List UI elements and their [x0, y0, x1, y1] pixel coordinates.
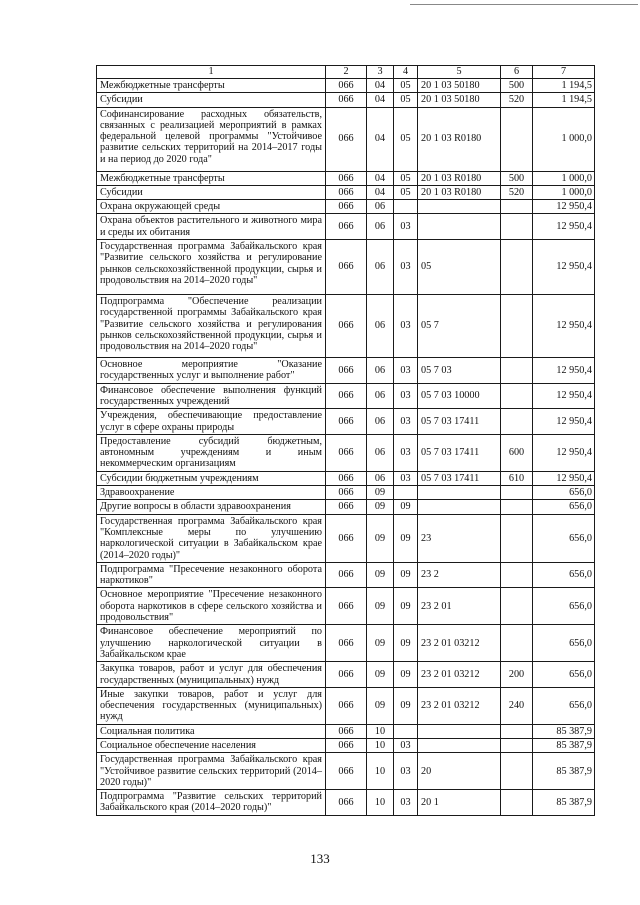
header-row [97, 66, 595, 79]
section-code: 06 [367, 214, 394, 240]
row-name: Государственная программа Забайкальского края "Устойчивое развитие сельских территорий (2014–2020 годы)" [97, 753, 326, 790]
section-code: 09 [367, 500, 394, 514]
table-row [97, 214, 595, 240]
section-code: 09 [367, 562, 394, 588]
page-number: 133 [310, 851, 330, 866]
row-name: Закупка товаров, работ и услуг для обеспечения государственных (муниципальных) нужд [97, 662, 326, 688]
table-row [97, 562, 595, 588]
table-row [97, 471, 595, 485]
expense-type-code [501, 724, 533, 738]
target-article-code: 05 7 03 17411 [418, 434, 501, 471]
subsection-code: 03 [394, 214, 418, 240]
expense-type-code [501, 107, 533, 171]
budget-table [96, 65, 595, 816]
amount-value: 1 194,5 [533, 79, 595, 93]
header-cell: 7 [533, 66, 595, 79]
table-row [97, 753, 595, 790]
expense-type-code [501, 200, 533, 214]
subsection-code: 09 [394, 500, 418, 514]
expense-type-code: 600 [501, 434, 533, 471]
ministry-code: 066 [326, 662, 367, 688]
expense-type-code [501, 240, 533, 295]
table-row [97, 107, 595, 171]
header-cell: 3 [367, 66, 394, 79]
target-article-code: 23 2 01 03212 [418, 662, 501, 688]
table-row [97, 790, 595, 816]
section-code: 09 [367, 687, 394, 724]
target-article-code: 20 1 03 R0180 [418, 107, 501, 171]
subsection-code: 09 [394, 562, 418, 588]
row-name: Подпрограмма "Обеспечение реализации государственной программы Забайкальского края "Развитие сельского хозяйства и регулирования рынков сельскохозяйственной продукции, сырья и продовольствия на 2014–2020 годы" [97, 295, 326, 358]
amount-value: 12 950,4 [533, 434, 595, 471]
amount-value: 1 000,0 [533, 171, 595, 185]
ministry-code: 066 [326, 171, 367, 185]
section-code: 04 [367, 107, 394, 171]
section-code: 10 [367, 724, 394, 738]
header-cell: 6 [501, 66, 533, 79]
target-article-code [418, 200, 501, 214]
expense-type-code [501, 500, 533, 514]
table-row [97, 358, 595, 384]
section-code: 06 [367, 434, 394, 471]
target-article-code [418, 738, 501, 752]
amount-value: 656,0 [533, 562, 595, 588]
row-name: Финансовое обеспечение мероприятий по улучшению наркологической ситуации в Забайкальском крае [97, 625, 326, 662]
ministry-code: 066 [326, 625, 367, 662]
expense-type-code: 200 [501, 662, 533, 688]
row-name: Субсидии бюджетным учреждениям [97, 471, 326, 485]
section-code: 04 [367, 185, 394, 199]
row-name: Финансовое обеспечение выполнения функций государственных учреждений [97, 383, 326, 409]
expense-type-code: 240 [501, 687, 533, 724]
row-name: Охрана окружающей среды [97, 200, 326, 214]
amount-value: 656,0 [533, 486, 595, 500]
subsection-code: 09 [394, 662, 418, 688]
amount-value: 12 950,4 [533, 214, 595, 240]
subsection-code [394, 200, 418, 214]
amount-value: 656,0 [533, 625, 595, 662]
target-article-code: 20 1 03 R0180 [418, 185, 501, 199]
expense-type-code [501, 295, 533, 358]
section-code: 10 [367, 738, 394, 752]
row-name: Софинансирование расходных обязательств, связанных с реализацией мероприятий в рамках федеральной целевой программы "Устойчивое развитие сельских территорий на 2014–2017 годы и на период до 2020 года" [97, 107, 326, 171]
table-row [97, 295, 595, 358]
row-name: Субсидии [97, 93, 326, 107]
table-row [97, 240, 595, 295]
section-code: 09 [367, 588, 394, 625]
amount-value: 12 950,4 [533, 409, 595, 435]
table-row [97, 738, 595, 752]
section-code: 09 [367, 662, 394, 688]
table-row [97, 409, 595, 435]
target-article-code: 20 1 03 R0180 [418, 171, 501, 185]
subsection-code: 03 [394, 383, 418, 409]
amount-value: 656,0 [533, 662, 595, 688]
amount-value: 85 387,9 [533, 724, 595, 738]
subsection-code: 09 [394, 687, 418, 724]
table-row [97, 79, 595, 93]
row-name: Охрана объектов растительного и животного мира и среды их обитания [97, 214, 326, 240]
target-article-code: 20 1 03 50180 [418, 93, 501, 107]
ministry-code: 066 [326, 588, 367, 625]
table-row [97, 185, 595, 199]
target-article-code [418, 500, 501, 514]
ministry-code: 066 [326, 107, 367, 171]
section-code: 09 [367, 625, 394, 662]
table-row [97, 383, 595, 409]
row-name: Учреждения, обеспечивающие предоставление услуг в сфере охраны природы [97, 409, 326, 435]
table-row [97, 500, 595, 514]
ministry-code: 066 [326, 753, 367, 790]
row-name: Социальное обеспечение населения [97, 738, 326, 752]
header-cell: 1 [97, 66, 326, 79]
subsection-code: 03 [394, 434, 418, 471]
ministry-code: 066 [326, 514, 367, 562]
target-article-code: 20 1 03 50180 [418, 79, 501, 93]
row-name: Подпрограмма "Пресечение незаконного оборота наркотиков" [97, 562, 326, 588]
subsection-code: 05 [394, 185, 418, 199]
expense-type-code [501, 486, 533, 500]
header-cell: 5 [418, 66, 501, 79]
amount-value: 656,0 [533, 514, 595, 562]
row-name: Межбюджетные трансферты [97, 171, 326, 185]
amount-value: 1 194,5 [533, 93, 595, 107]
subsection-code: 05 [394, 79, 418, 93]
target-article-code: 20 [418, 753, 501, 790]
target-article-code [418, 724, 501, 738]
section-code: 04 [367, 79, 394, 93]
amount-value: 656,0 [533, 500, 595, 514]
expense-type-code [501, 625, 533, 662]
header-cell: 4 [394, 66, 418, 79]
amount-value: 85 387,9 [533, 753, 595, 790]
table-row [97, 625, 595, 662]
row-name: Основное мероприятие "Пресечение незаконного оборота наркотиков в сфере сельского хозяйства и продовольствия" [97, 588, 326, 625]
section-code: 04 [367, 171, 394, 185]
subsection-code: 05 [394, 171, 418, 185]
ministry-code: 066 [326, 185, 367, 199]
table-row [97, 93, 595, 107]
ministry-code: 066 [326, 738, 367, 752]
amount-value: 656,0 [533, 588, 595, 625]
row-name: Социальная политика [97, 724, 326, 738]
ministry-code: 066 [326, 434, 367, 471]
target-article-code: 23 2 01 03212 [418, 687, 501, 724]
row-name: Субсидии [97, 185, 326, 199]
target-article-code: 05 7 03 10000 [418, 383, 501, 409]
subsection-code: 05 [394, 93, 418, 107]
expense-type-code [501, 753, 533, 790]
table-row [97, 171, 595, 185]
amount-value: 85 387,9 [533, 790, 595, 816]
target-article-code: 05 7 03 17411 [418, 471, 501, 485]
expense-type-code [501, 790, 533, 816]
amount-value: 12 950,4 [533, 471, 595, 485]
subsection-code: 03 [394, 409, 418, 435]
row-name: Здравоохранение [97, 486, 326, 500]
top-rule [410, 4, 638, 5]
section-code: 06 [367, 240, 394, 295]
ministry-code: 066 [326, 79, 367, 93]
target-article-code: 23 2 01 03212 [418, 625, 501, 662]
expense-type-code [501, 409, 533, 435]
header-cell: 2 [326, 66, 367, 79]
row-name: Государственная программа Забайкальского края "Развитие сельского хозяйства и регулирование рынков сельскохозяйственной продукции, сырья и продовольствия на 2014–2020 годы" [97, 240, 326, 295]
target-article-code: 23 [418, 514, 501, 562]
row-name: Государственная программа Забайкальского края "Комплексные меры по улучшению наркологической ситуации в Забайкальском крае (2014–2020 годы)" [97, 514, 326, 562]
row-name: Основное мероприятие "Оказание государственных услуг и выполнение работ" [97, 358, 326, 384]
amount-value: 1 000,0 [533, 185, 595, 199]
ministry-code: 066 [326, 724, 367, 738]
expense-type-code [501, 588, 533, 625]
target-article-code: 05 7 [418, 295, 501, 358]
ministry-code: 066 [326, 409, 367, 435]
amount-value: 12 950,4 [533, 383, 595, 409]
target-article-code [418, 486, 501, 500]
section-code: 06 [367, 200, 394, 214]
section-code: 06 [367, 409, 394, 435]
amount-value: 12 950,4 [533, 295, 595, 358]
target-article-code: 23 2 [418, 562, 501, 588]
table-row [97, 514, 595, 562]
row-name: Иные закупки товаров, работ и услуг для обеспечения государственных (муниципальных) нужд [97, 687, 326, 724]
section-code: 04 [367, 93, 394, 107]
target-article-code: 23 2 01 [418, 588, 501, 625]
ministry-code: 066 [326, 200, 367, 214]
section-code: 09 [367, 486, 394, 500]
ministry-code: 066 [326, 358, 367, 384]
row-name: Другие вопросы в области здравоохранения [97, 500, 326, 514]
subsection-code: 03 [394, 738, 418, 752]
table-row [97, 486, 595, 500]
ministry-code: 066 [326, 500, 367, 514]
subsection-code [394, 724, 418, 738]
amount-value: 12 950,4 [533, 200, 595, 214]
subsection-code: 03 [394, 790, 418, 816]
subsection-code: 03 [394, 240, 418, 295]
ministry-code: 066 [326, 790, 367, 816]
row-name: Подпрограмма "Развитие сельских территорий Забайкальского края (2014–2020 годы)" [97, 790, 326, 816]
target-article-code: 05 7 03 17411 [418, 409, 501, 435]
ministry-code: 066 [326, 562, 367, 588]
section-code: 06 [367, 471, 394, 485]
ministry-code: 066 [326, 383, 367, 409]
section-code: 06 [367, 295, 394, 358]
subsection-code: 05 [394, 107, 418, 171]
budget-table-container [96, 65, 594, 816]
subsection-code: 03 [394, 358, 418, 384]
section-code: 10 [367, 753, 394, 790]
expense-type-code [501, 358, 533, 384]
target-article-code: 05 7 03 [418, 358, 501, 384]
expense-type-code [501, 214, 533, 240]
table-row [97, 200, 595, 214]
section-code: 09 [367, 514, 394, 562]
table-row [97, 434, 595, 471]
subsection-code: 03 [394, 295, 418, 358]
table-row [97, 662, 595, 688]
section-code: 06 [367, 383, 394, 409]
amount-value: 656,0 [533, 687, 595, 724]
ministry-code: 066 [326, 240, 367, 295]
ministry-code: 066 [326, 295, 367, 358]
ministry-code: 066 [326, 486, 367, 500]
subsection-code: 03 [394, 753, 418, 790]
subsection-code: 09 [394, 625, 418, 662]
table-row [97, 687, 595, 724]
target-article-code: 20 1 [418, 790, 501, 816]
subsection-code: 09 [394, 588, 418, 625]
expense-type-code: 500 [501, 79, 533, 93]
amount-value: 12 950,4 [533, 240, 595, 295]
ministry-code: 066 [326, 687, 367, 724]
amount-value: 1 000,0 [533, 107, 595, 171]
expense-type-code: 500 [501, 171, 533, 185]
row-name: Предоставление субсидий бюджетным, автономным учреждениям и иным некоммерческим организациям [97, 434, 326, 471]
expense-type-code [501, 383, 533, 409]
table-row [97, 588, 595, 625]
ministry-code: 066 [326, 93, 367, 107]
subsection-code [394, 486, 418, 500]
ministry-code: 066 [326, 214, 367, 240]
expense-type-code [501, 738, 533, 752]
subsection-code: 09 [394, 514, 418, 562]
row-name: Межбюджетные трансферты [97, 79, 326, 93]
target-article-code: 05 [418, 240, 501, 295]
expense-type-code: 610 [501, 471, 533, 485]
amount-value: 85 387,9 [533, 738, 595, 752]
expense-type-code [501, 562, 533, 588]
expense-type-code: 520 [501, 93, 533, 107]
table-row [97, 724, 595, 738]
section-code: 10 [367, 790, 394, 816]
ministry-code: 066 [326, 471, 367, 485]
subsection-code: 03 [394, 471, 418, 485]
expense-type-code: 520 [501, 185, 533, 199]
target-article-code [418, 214, 501, 240]
expense-type-code [501, 514, 533, 562]
amount-value: 12 950,4 [533, 358, 595, 384]
section-code: 06 [367, 358, 394, 384]
